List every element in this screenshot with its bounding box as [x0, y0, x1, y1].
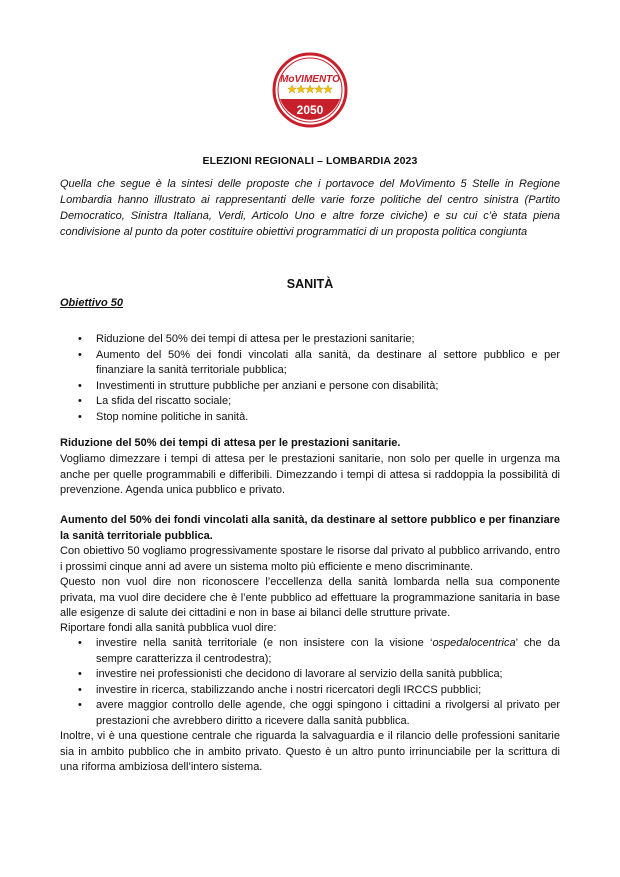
bullet-icon: • [78, 333, 82, 345]
funding-list [60, 636, 560, 729]
block2-paragraph-1: Con obiettivo 50 vogliamo progressivamente spostare le risorse dal privato al pubblico arrivando, entro i prossimi cinque anni ad avere un sistema molto più efficiente e meno discriminante. [60, 545, 560, 573]
list-item: • Investimenti in strutture pubbliche per anziani e persone con disabilità; [60, 379, 560, 395]
list-item: • Aumento del 50% dei fondi vincolati alla sanità, da destinare al settore pubblico e per finanziare la sanità territoriale pubblica; [78, 348, 560, 376]
list-item: • avere maggior controllo delle agende, che oggi spingono i cittadini a rivolgersi al privato per prestazioni che avrebbero diritto a ricevere dalla sanità pubblica. [78, 699, 560, 727]
bullet-icon: • [78, 395, 82, 407]
list-item: • investire nei professionisti che decidono di lavorare al servizio della sanità pubblica; [60, 667, 560, 683]
movimento-2050-logo [272, 52, 348, 128]
bullet-icon: • [78, 348, 82, 361]
objective-label: Obiettivo 50 [60, 297, 123, 309]
block2-heading: Aumento del 50% dei fondi vincolati alla sanità, da destinare al settore pubblico e per finanziare la sanità territoriale pubblica. [60, 514, 561, 542]
block2-paragraph-4: Inoltre, vi è una questione centrale che riguarda la salvaguardia e il rilancio delle professioni sanitarie sia in ambito pubblico che in ambito privato. Questo è un altro punto irrinunciabile per la scrittura di una riforma ambiziosa dell’intero sistema. [60, 730, 560, 773]
list-item: • investire in ricerca, stabilizzando anche i nostri ricercatori degli IRCCS pubblici; [60, 683, 560, 699]
list-item: • Stop nomine politiche in sanità. [60, 410, 560, 426]
block2-paragraph-2: Questo non vuol dire non riconoscere l’eccellenza della sanità lombarda nella sua componente privata, ma vuol dire decidere che è l’ente pubblico ad effettuare la programmazione sanitaria in base alle esigenze di salute dei cittadini e non in base ai bilanci delle strutture private. [60, 576, 560, 619]
block1-text: Vogliamo dimezzare i tempi di attesa per le prestazioni sanitarie, non solo per quelle in urgenza ma anche per quelle programmabili e differibili. Dimezzando i tempi di attesa si raddoppia la possibilità di prevenzione. Agenda unica pubblico e privato. [60, 453, 560, 496]
list-item: • La sfida del riscatto sociale; [60, 394, 560, 410]
svg-text:MoVIMENTO: MoVIMENTO [280, 74, 340, 85]
block2-paragraph-3: Riportare fondi alla sanità pubblica vuol dire: [60, 622, 277, 634]
bullet-icon: • [78, 637, 82, 649]
section-heading: SANITÀ [286, 277, 334, 291]
bullet-icon: • [78, 699, 82, 711]
list-item: • Riduzione del 50% dei tempi di attesa per le prestazioni sanitarie; [60, 332, 560, 348]
bullet-icon: • [78, 668, 82, 680]
bullet-icon: • [78, 379, 82, 392]
objectives-list [60, 332, 560, 425]
document-title: ELEZIONI REGIONALI – LOMBARDIA 2023 [202, 155, 418, 167]
svg-text:2050: 2050 [296, 103, 324, 117]
list-item: • investire nella sanità territoriale (e non insistere con la visione ‘ospedalocentrica’ che da sempre caratterizza il centrodestra); [78, 637, 560, 665]
bullet-icon: • [78, 410, 82, 423]
block1-heading: Riduzione del 50% dei tempi di attesa per le prestazioni sanitarie. [60, 437, 401, 449]
intro-paragraph: Quella che segue è la sintesi delle proposte che i portavoce del MoVimento 5 Stelle in Regione Lombardia hanno illustrato ai rappresentanti delle varie forze politiche del centro sinistra (Partito Democratico, Sinistra Italiana, Verdi, Articolo Uno e altre forze civiche) e su cui c’è stata piena condivisione al punto da poter costituire obiettivi programmatici di un proposta politica congiunta [60, 178, 560, 238]
bullet-icon: • [78, 683, 82, 696]
